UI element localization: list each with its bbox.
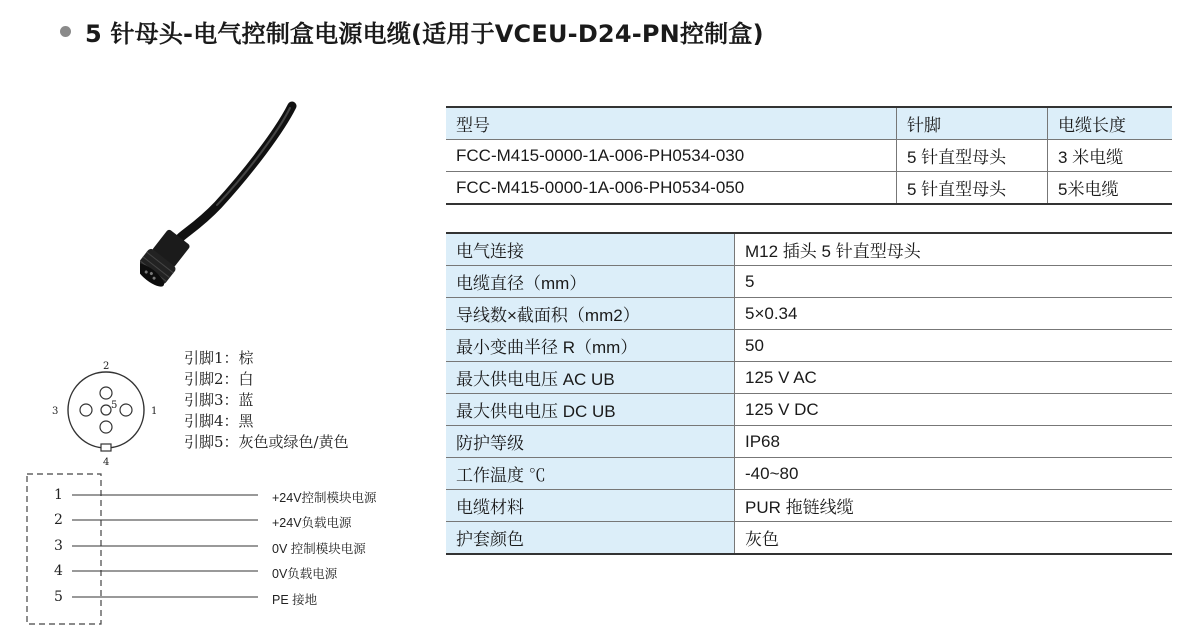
wire-label-2: +24V负载电源 — [272, 516, 352, 530]
header-cable-length: 电缆长度 — [1048, 107, 1173, 140]
model-table — [446, 106, 1172, 205]
spec-key: 电缆直径（mm） — [446, 266, 735, 298]
cable-connector-image — [140, 100, 320, 290]
title-row — [60, 14, 764, 49]
table-row — [446, 298, 1172, 330]
spec-key: 电气连接 — [446, 233, 735, 266]
spec-key: 导线数×截面积（mm2） — [446, 298, 735, 330]
spec-table — [446, 232, 1172, 555]
spec-key: 护套颜色 — [446, 522, 735, 555]
table-row — [446, 172, 1172, 205]
wire-pin-2: 2 — [54, 512, 63, 528]
bullet-icon — [60, 26, 71, 37]
spec-key: 防护等级 — [446, 426, 735, 458]
spec-value: 5×0.34 — [735, 298, 1173, 330]
table-row — [446, 362, 1172, 394]
spec-value: PUR 拖链线缆 — [735, 490, 1173, 522]
table-header-row — [446, 107, 1172, 140]
wire-label-5: PE 接地 — [272, 593, 318, 607]
pinout-diagram — [50, 355, 170, 470]
pins-cell: 5 针直型母头 — [897, 172, 1048, 205]
pin-number-4: 4 — [103, 457, 110, 468]
spec-value: -40~80 — [735, 458, 1173, 490]
pin-legend-item: 引脚4：黑 — [184, 412, 254, 430]
spec-value: 125 V DC — [735, 394, 1173, 426]
pin-number-2: 2 — [103, 361, 110, 372]
spec-value: 125 V AC — [735, 362, 1173, 394]
pin-legend-item: 引脚1：棕 — [184, 349, 254, 367]
wire-label-3: 0V 控制模块电源 — [272, 542, 366, 556]
spec-value: M12 插头 5 针直型母头 — [735, 233, 1173, 266]
wire-pin-1: 1 — [54, 487, 63, 503]
pin-legend-item: 引脚3：蓝 — [184, 391, 254, 409]
wire-label-4: 0V负载电源 — [272, 567, 338, 581]
wire-pin-5: 5 — [54, 589, 63, 605]
table-row — [446, 490, 1172, 522]
spec-value: 50 — [735, 330, 1173, 362]
table-row — [446, 458, 1172, 490]
wire-pin-4: 4 — [54, 563, 63, 579]
page-title: 5 针母头-电气控制盒电源电缆(适用于VCEU-D24-PN控制盒) — [85, 20, 764, 48]
spec-value: 灰色 — [745, 530, 779, 549]
table-row — [446, 522, 1172, 555]
model-cell: FCC-M415-0000-1A-006-PH0534-050 — [456, 177, 745, 197]
model-cell: FCC-M415-0000-1A-006-PH0534-030 — [446, 140, 897, 172]
spec-key: 最小变曲半径 R（mm） — [446, 330, 735, 362]
spec-key: 电缆材料 — [446, 490, 735, 522]
pin-number-1: 1 — [151, 406, 158, 417]
table-row — [446, 330, 1172, 362]
table-row — [446, 140, 1172, 172]
pin-color-legend — [184, 348, 349, 453]
header-pins: 针脚 — [897, 107, 1048, 140]
length-cell: 3 米电缆 — [1048, 140, 1173, 172]
table-row — [446, 426, 1172, 458]
spec-key: 工作温度 ℃ — [446, 458, 735, 490]
pin-legend-item: 引脚2：白 — [184, 370, 254, 388]
pin-number-3: 3 — [52, 406, 59, 417]
table-row — [446, 394, 1172, 426]
pin-number-5: 5 — [111, 400, 118, 411]
spec-key: 最大供电电压 AC UB — [446, 362, 735, 394]
spec-key: 最大供电电压 DC UB — [446, 394, 735, 426]
pins-cell: 5 针直型母头 — [897, 140, 1048, 172]
wire-label-1: +24V控制模块电源 — [272, 491, 377, 505]
table-row — [446, 233, 1172, 266]
length-cell: 5米电缆 — [1048, 172, 1173, 205]
wiring-diagram — [20, 468, 420, 630]
pin-legend-item: 引脚5：灰色或绿色/黄色 — [184, 433, 349, 451]
table-row — [446, 266, 1172, 298]
header-model: 型号 — [446, 107, 897, 140]
spec-value: 5 — [735, 266, 1173, 298]
wire-pin-3: 3 — [54, 538, 63, 554]
spec-value: IP68 — [735, 426, 1173, 458]
